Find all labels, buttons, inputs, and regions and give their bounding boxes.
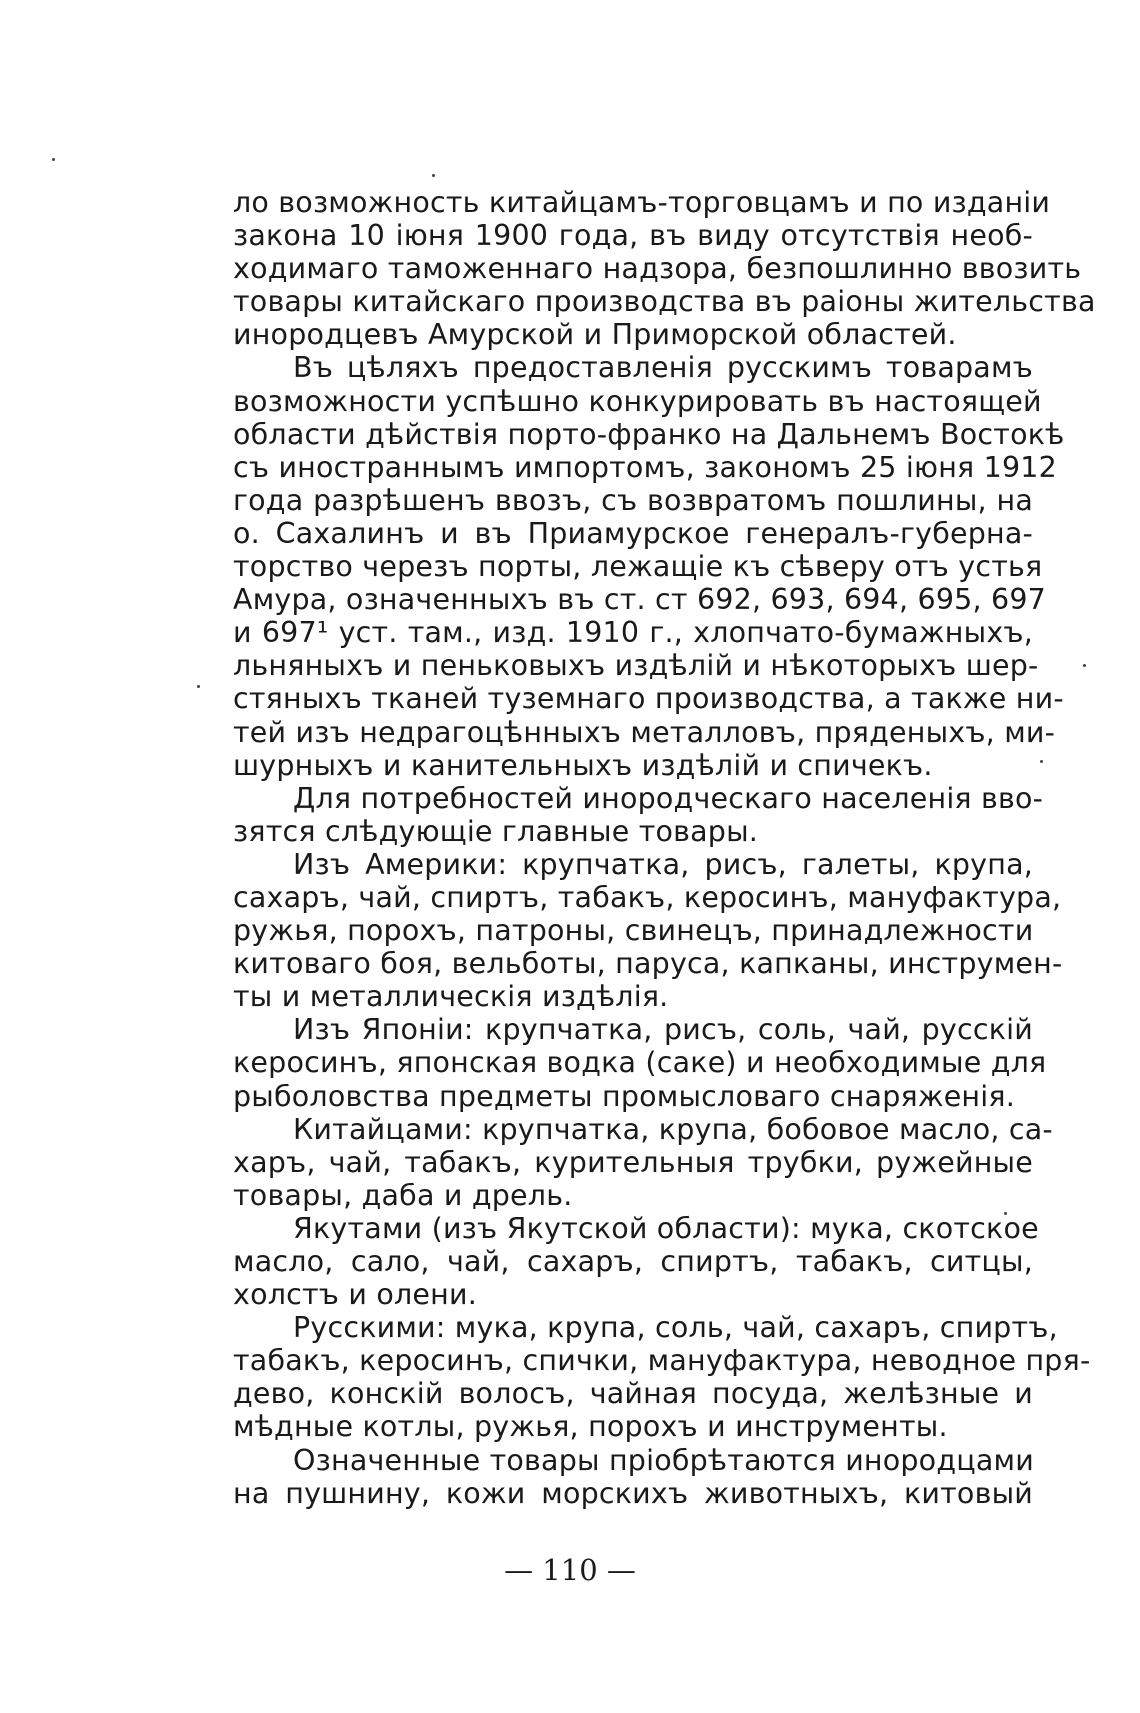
text-line: керосинъ, японская водка (саке) и необходимые для <box>233 1046 1047 1080</box>
paragraph <box>233 1311 1091 1444</box>
text-line: стяныхъ тканей туземнаго производства, а также ни- <box>233 682 1064 716</box>
text-line: ружья, порохъ, патроны, свинецъ, принадлежности <box>233 914 1034 948</box>
text-line: масло, сало, чай, сахаръ, спиртъ, табакъ, ситцы, <box>233 1245 1033 1278</box>
text-line: Изъ Японіи: крупчатка, рисъ, соль, чай, русскій <box>293 1013 1033 1047</box>
text-line: шурныхъ и канительныхъ издѣлій и спичекъ. <box>233 748 933 782</box>
text-line: на пушнину, кожи морскихъ животныхъ, китовый <box>233 1476 1033 1510</box>
text-line: Русскими: мука, крупа, соль, чай, сахаръ, спиртъ, <box>293 1311 1058 1345</box>
paragraph <box>233 847 1063 1014</box>
print-speck <box>197 685 200 688</box>
paragraph <box>233 351 1065 782</box>
text-line: Якутами (изъ Якутской области): мука, скотское <box>293 1211 1039 1245</box>
text-line: инородцевъ Амурской и Приморской областей. <box>233 318 957 352</box>
page-number: — 110 — <box>504 1553 636 1587</box>
text-line: закона 10 іюня 1900 года, въ виду отсутствія необ- <box>233 219 1033 253</box>
text-line: китоваго боя, вельботы, паруса, капканы, инструмен- <box>233 947 1063 981</box>
print-speck <box>52 158 55 161</box>
print-speck <box>432 174 435 177</box>
text-line: ло возможность китайцамъ-торговцамъ и по изданіи <box>233 186 1051 219</box>
text-line: съ иностраннымъ импортомъ, закономъ 25 іюня 1912 <box>233 450 1057 484</box>
print-speck <box>1083 664 1086 667</box>
text-line: Амура, означенныхъ въ ст. ст 692, 693, 694, 695, 697 <box>233 583 1047 617</box>
text-line: возможности успѣшно конкурировать въ настоящей <box>233 384 1042 418</box>
text-line: торство черезъ порты, лежащіе къ сѣверу отъ устья <box>233 550 1043 584</box>
paragraph <box>233 186 1096 352</box>
text-line: харъ, чай, табакъ, курительныя трубки, ружейные <box>233 1145 1033 1179</box>
text-line: мѣдные котлы, ружья, порохъ и инструменты. <box>233 1410 948 1444</box>
text-line: о. Сахалинъ и въ Приамурское генералъ-губерна- <box>233 516 1033 550</box>
paragraph <box>233 1112 1053 1212</box>
text-line: Изъ Америки: крупчатка, рисъ, галеты, крупа, <box>293 847 1033 881</box>
text-line: рыболовства предметы промысловаго снаряженія. <box>233 1079 1015 1113</box>
text-line: области дѣйствія порто-франко на Дальнемъ Востокѣ <box>233 417 1065 451</box>
text-line: сахаръ, чай, спиртъ, табакъ, керосинъ, мануфактура, <box>233 880 1062 914</box>
paragraph <box>233 1211 1039 1312</box>
text-line: тей изъ недрагоцѣнныхъ металловъ, пряденыхъ, ми- <box>233 715 1056 749</box>
text-line: товары китайскаго производства въ раіоны жительства <box>233 285 1096 319</box>
text-line: Китайцами: крупчатка, крупа, бобовое масло, са- <box>293 1112 1053 1146</box>
text-line: Въ цѣляхъ предоставленія русскимъ товарамъ <box>293 351 1033 385</box>
text-line: ты и металлическія издѣлія. <box>233 980 669 1014</box>
text-line: льняныхъ и пеньковыхъ издѣлій и нѣкоторыхъ шер- <box>233 649 1039 683</box>
paragraph <box>233 1444 1033 1510</box>
paragraph <box>233 781 1044 848</box>
text-line: товары, даба и дрель. <box>233 1178 573 1212</box>
text-line: холстъ и олени. <box>233 1278 477 1312</box>
paragraph <box>233 1013 1047 1113</box>
body-text <box>233 186 1096 1510</box>
text-line: Для потребностей инородческаго населенія вво- <box>293 781 1044 815</box>
text-line: зятся слѣдующіе главные товары. <box>233 814 759 848</box>
text-line: года разрѣшенъ ввозъ, съ возвратомъ пошлины, на <box>233 483 1033 517</box>
print-speck <box>1040 760 1043 763</box>
text-line: Означенные товары пріобрѣтаются инородцами <box>293 1443 1034 1477</box>
text-line: и 697¹ уст. там., изд. 1910 г., хлопчато-бумажныхъ, <box>233 616 1033 650</box>
text-line: табакъ, керосинъ, спички, мануфактура, неводное пря- <box>233 1344 1091 1378</box>
text-line: дево, конскій волосъ, чайная посуда, желѣзные и <box>233 1377 1033 1411</box>
text-line: ходимаго таможеннаго надзора, безпошлинно ввозить <box>233 252 1082 286</box>
